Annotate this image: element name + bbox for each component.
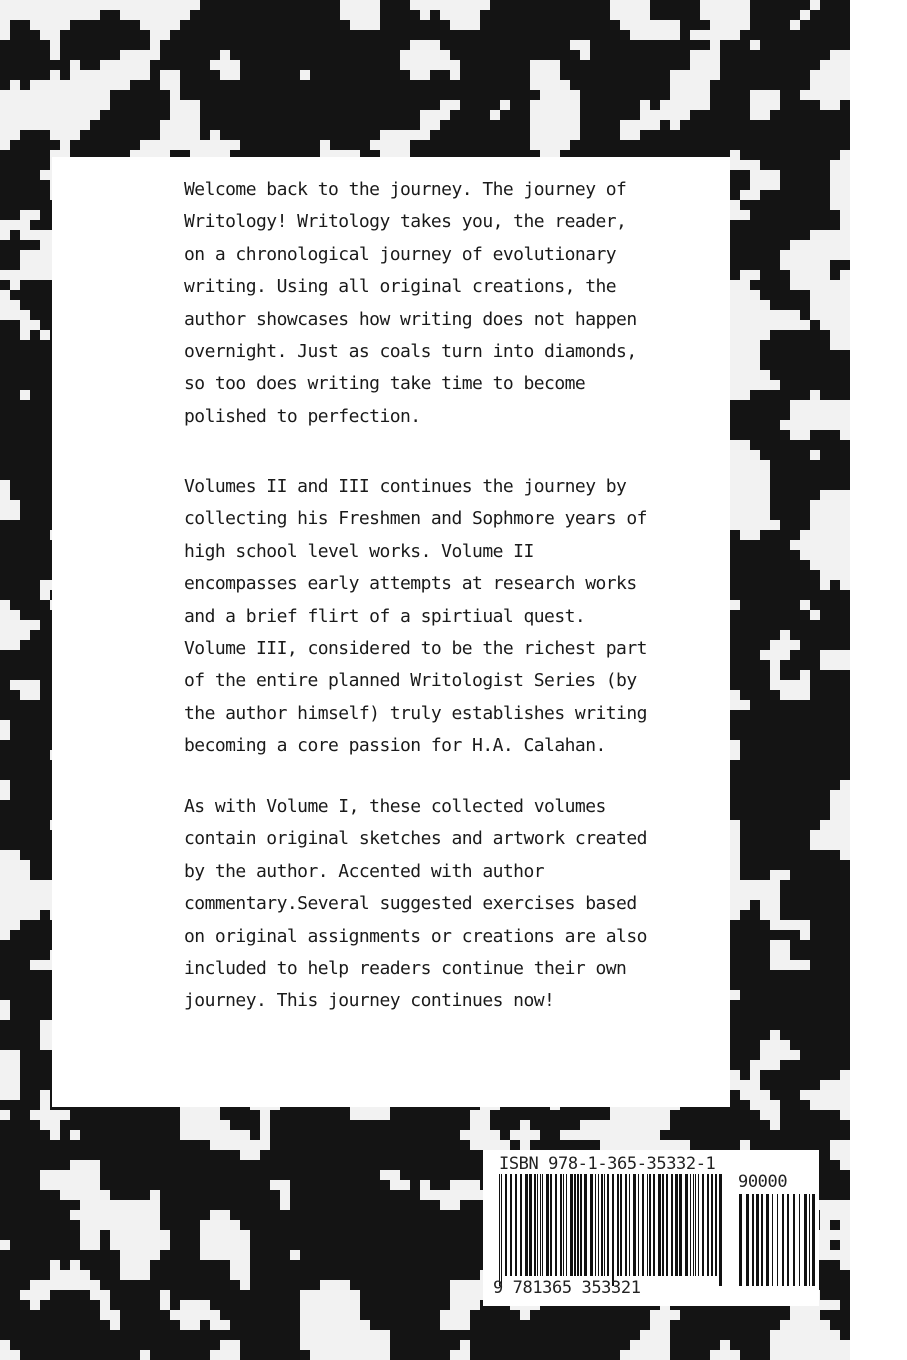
ean-digits: 9 781365 353321	[493, 1278, 641, 1298]
isbn-label: ISBN 978-1-365-35332-1	[499, 1154, 716, 1174]
blurb-paragraph-2: Volumes II and III continues the journey by collecting his Freshmen and Sophmore years of high school level works. Volume II encompasses early attempts at research works and a brief flirt of a spirtiual quest. Volume III, considered to be the richest part of the entire planned Writologist Series (by the author himself) truly establishes writing becoming a core passion for H.A. Calahan.	[184, 476, 647, 757]
blurb-paragraph-1: Welcome back to the journey. The journey of Writology! Writology takes you, the reader, on a chronological journey of evolutionary writing. Using all original creations, the author showcases how writing does not happen overnight. Just as coals turn into diamonds, so too does writing take time to become polished to perfection.	[184, 179, 637, 427]
right-margin	[850, 0, 907, 1360]
isbn-barcode	[483, 1150, 819, 1306]
price-code: 90000	[738, 1172, 788, 1192]
blurb-paragraph-3: As with Volume I, these collected volumes contain original sketches and artwork created by the author. Accented with author commentary.Several suggested exercises based on original assignments or creations are also included to help readers continue their own journey. This journey continues now!	[184, 796, 647, 1012]
